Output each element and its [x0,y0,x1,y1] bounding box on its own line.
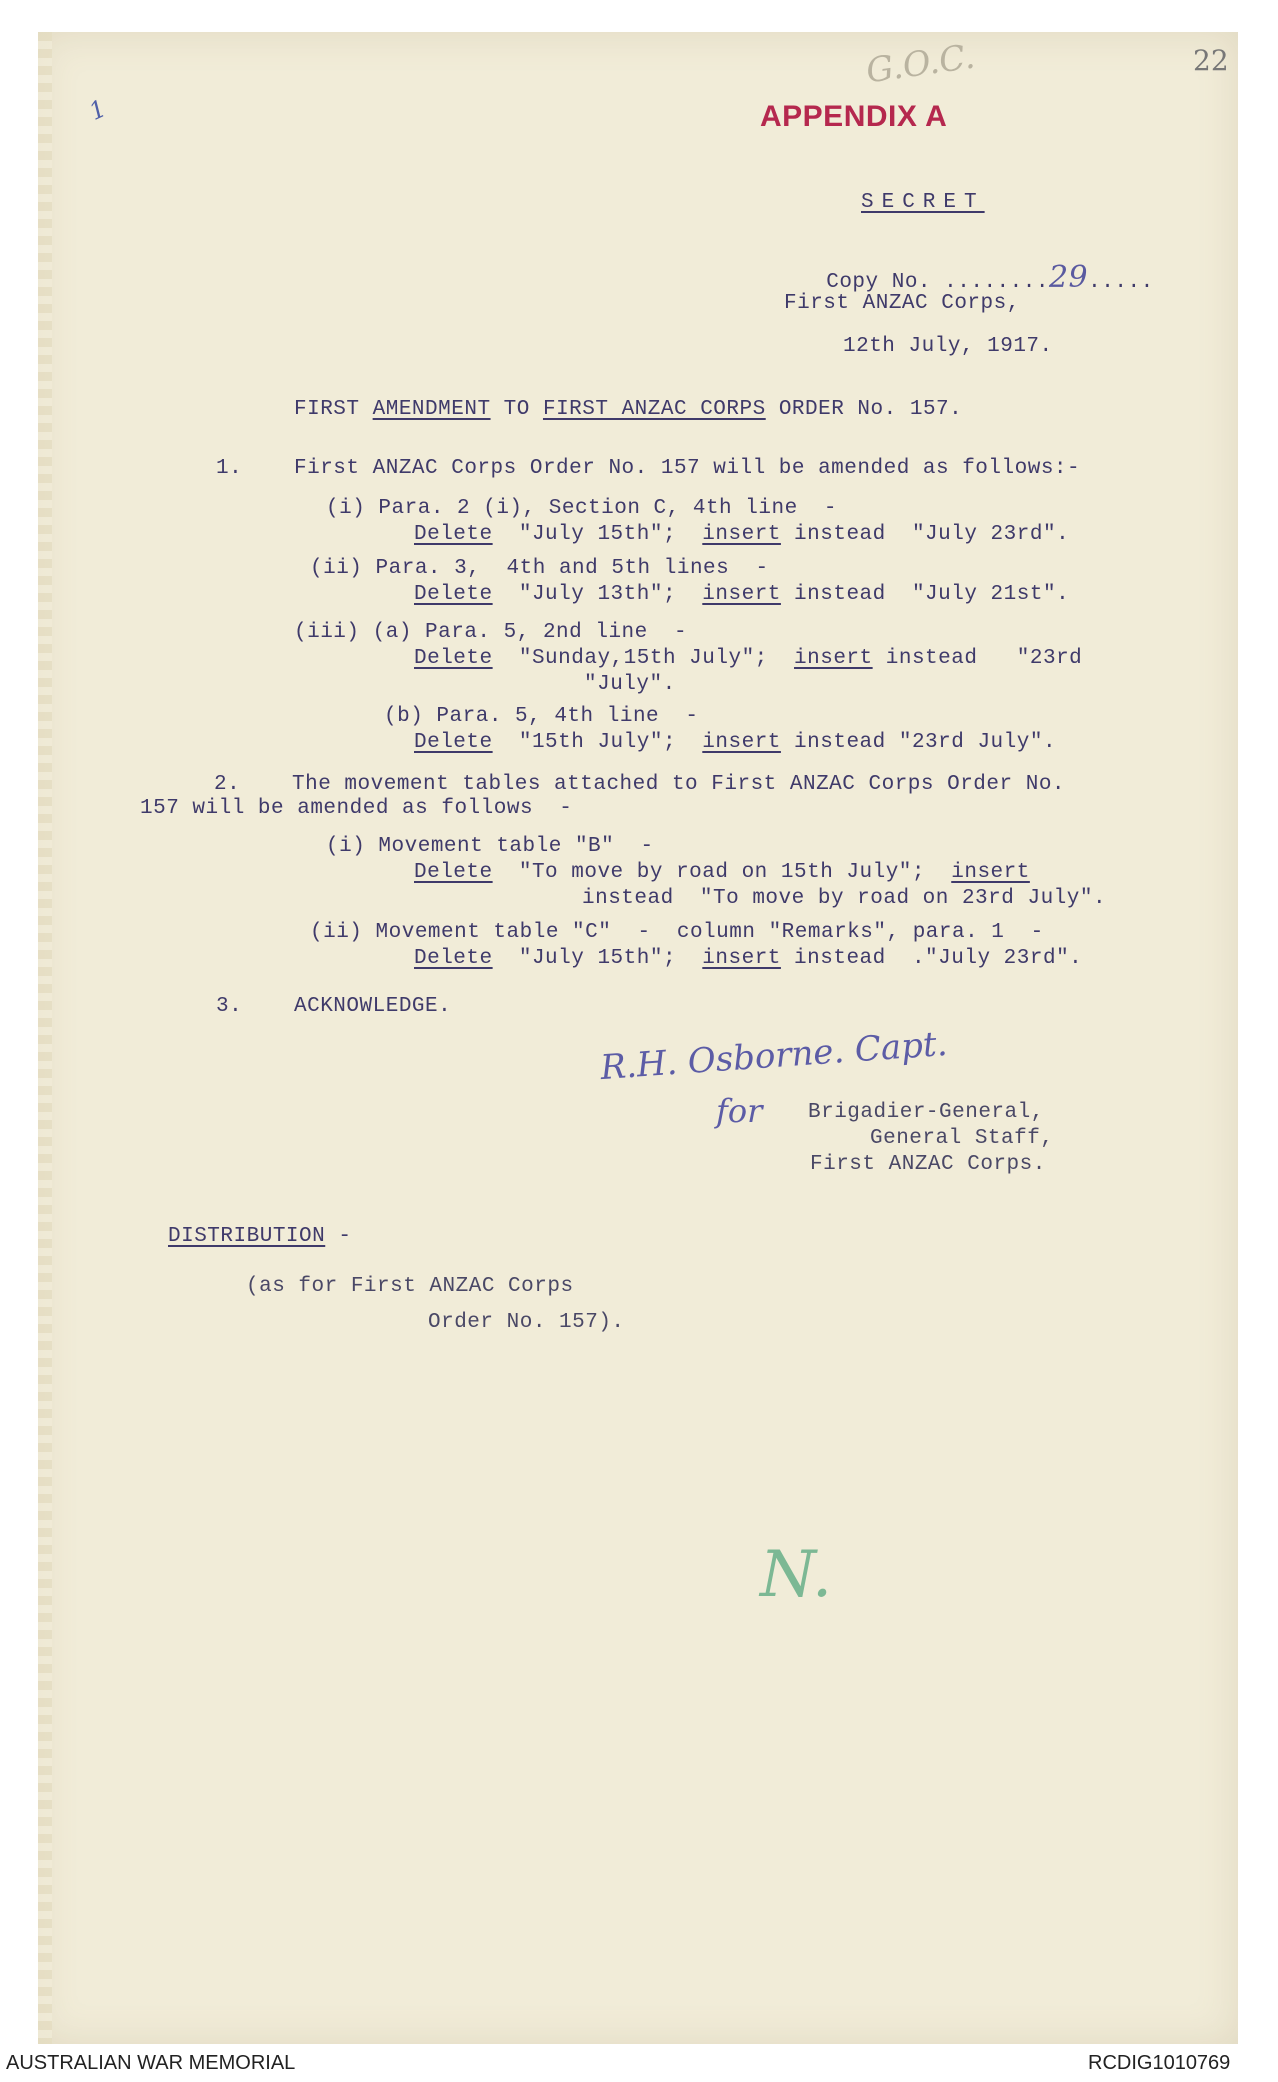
para-1-item-ref: (i) Para. 2 (i), Section C, 4th line - [326,497,837,520]
insert-text: instead "July 23rd". [794,523,1070,546]
insert-word: insert [702,523,781,546]
copy-trail: ..... [1088,271,1154,294]
delete-word: Delete [414,861,493,884]
title-amendment: AMENDMENT [372,398,491,421]
para-2-number: 2. [214,773,241,796]
para-1-item-ref: (b) Para. 5, 4th line - [384,705,699,728]
delete-word: Delete [414,523,493,546]
para-3-text: ACKNOWLEDGE. [294,995,452,1018]
signatory-line-3: First ANZAC Corps. [810,1153,1046,1176]
para-2-item-change [414,862,1030,883]
delete-text: "To move by road on 15th July"; [518,861,926,884]
distribution-line-1: (as for First ANZAC Corps [246,1275,574,1298]
para-1-item-change [414,584,1069,605]
document-page [38,32,1238,2044]
insert-word: insert [702,731,781,754]
delete-text: "July 15th"; [518,523,677,546]
para-1-item-cont: "July". [584,673,676,696]
title-part: TO [490,398,543,421]
copy-number: 29 [1048,260,1089,295]
delete-text: "Sunday,15th July"; [518,647,768,670]
distribution-line-2: Order No. 157). [428,1311,625,1334]
green-mark: N. [760,1538,833,1612]
title-first: FIRST ANZAC CORPS [542,398,766,421]
insert-text: instead "23rd [885,647,1083,670]
delete-word: Delete [414,947,493,970]
distribution-label: DISTRIBUTION [168,1225,326,1248]
insert-text: instead "23rd July". [794,731,1057,754]
delete-text: "July 15th"; [518,947,677,970]
para-1-item-ref: (iii) (a) Para. 5, 2nd line - [294,621,688,644]
para-1-item-change [414,732,1056,753]
para-3-number: 3. [216,995,243,1018]
title-part: FIRST [294,398,373,421]
para-1-text: First ANZAC Corps Order No. 157 will be amended as follows:- [294,457,1081,480]
copy-number-line [800,242,1154,293]
signatory-line-2: General Staff, [870,1127,1054,1150]
para-2-item-ref: (ii) Movement table "C" - column "Remarks", para. 1 - [310,921,1044,944]
footer-right: RCDIG1010769 [1088,2052,1231,2074]
insert-text: instead ."July 23rd". [794,947,1083,970]
pencil-note: G.O.C. [863,36,978,92]
para-2-item-change [414,948,1082,969]
classification: SECRET [861,191,985,214]
delete-word: Delete [414,731,493,754]
distribution-dash: - [325,1225,352,1248]
handwritten-signature: R.H. Osborne. Capt. [599,1023,949,1089]
para-1-item-ref: (ii) Para. 3, 4th and 5th lines - [310,557,769,580]
para-2-item-line2: instead "To move by road on 23rd July". [582,887,1107,910]
para-2-text: The movement tables attached to First ANZAC Corps Order No. [292,773,1066,796]
para-2-text-cont: 157 will be amended as follows - [140,797,573,820]
page-number: 22 [1193,44,1229,77]
title-part: ORDER No. 157. [765,398,963,421]
appendix-stamp: APPENDIX A [760,100,948,133]
insert-word: insert [794,647,873,670]
insert-word: insert [951,861,1030,884]
date: 12th July, 1917. [843,335,1053,358]
para-1-item-change [414,524,1069,545]
signatory-line-1: Brigadier-General, [808,1101,1044,1124]
insert-word: insert [702,583,781,606]
folio-mark: 1 [84,94,111,126]
insert-text: instead "July 21st". [794,583,1070,606]
copy-label: Copy No. ........ [826,271,1049,294]
signature-for: for [716,1092,763,1130]
insert-word: insert [702,947,781,970]
para-2-item-ref: (i) Movement table "B" - [326,835,654,858]
footer-left: AUSTRALIAN WAR MEMORIAL [6,2052,296,2074]
origin: First ANZAC Corps, [784,292,1020,315]
delete-text: "15th July"; [518,731,677,754]
para-1-item-change [414,648,1082,669]
delete-word: Delete [414,583,493,606]
delete-word: Delete [414,647,493,670]
para-1-number: 1. [216,457,243,480]
document-title [294,399,962,420]
distribution-heading [168,1226,351,1247]
delete-text: "July 13th"; [518,583,677,606]
